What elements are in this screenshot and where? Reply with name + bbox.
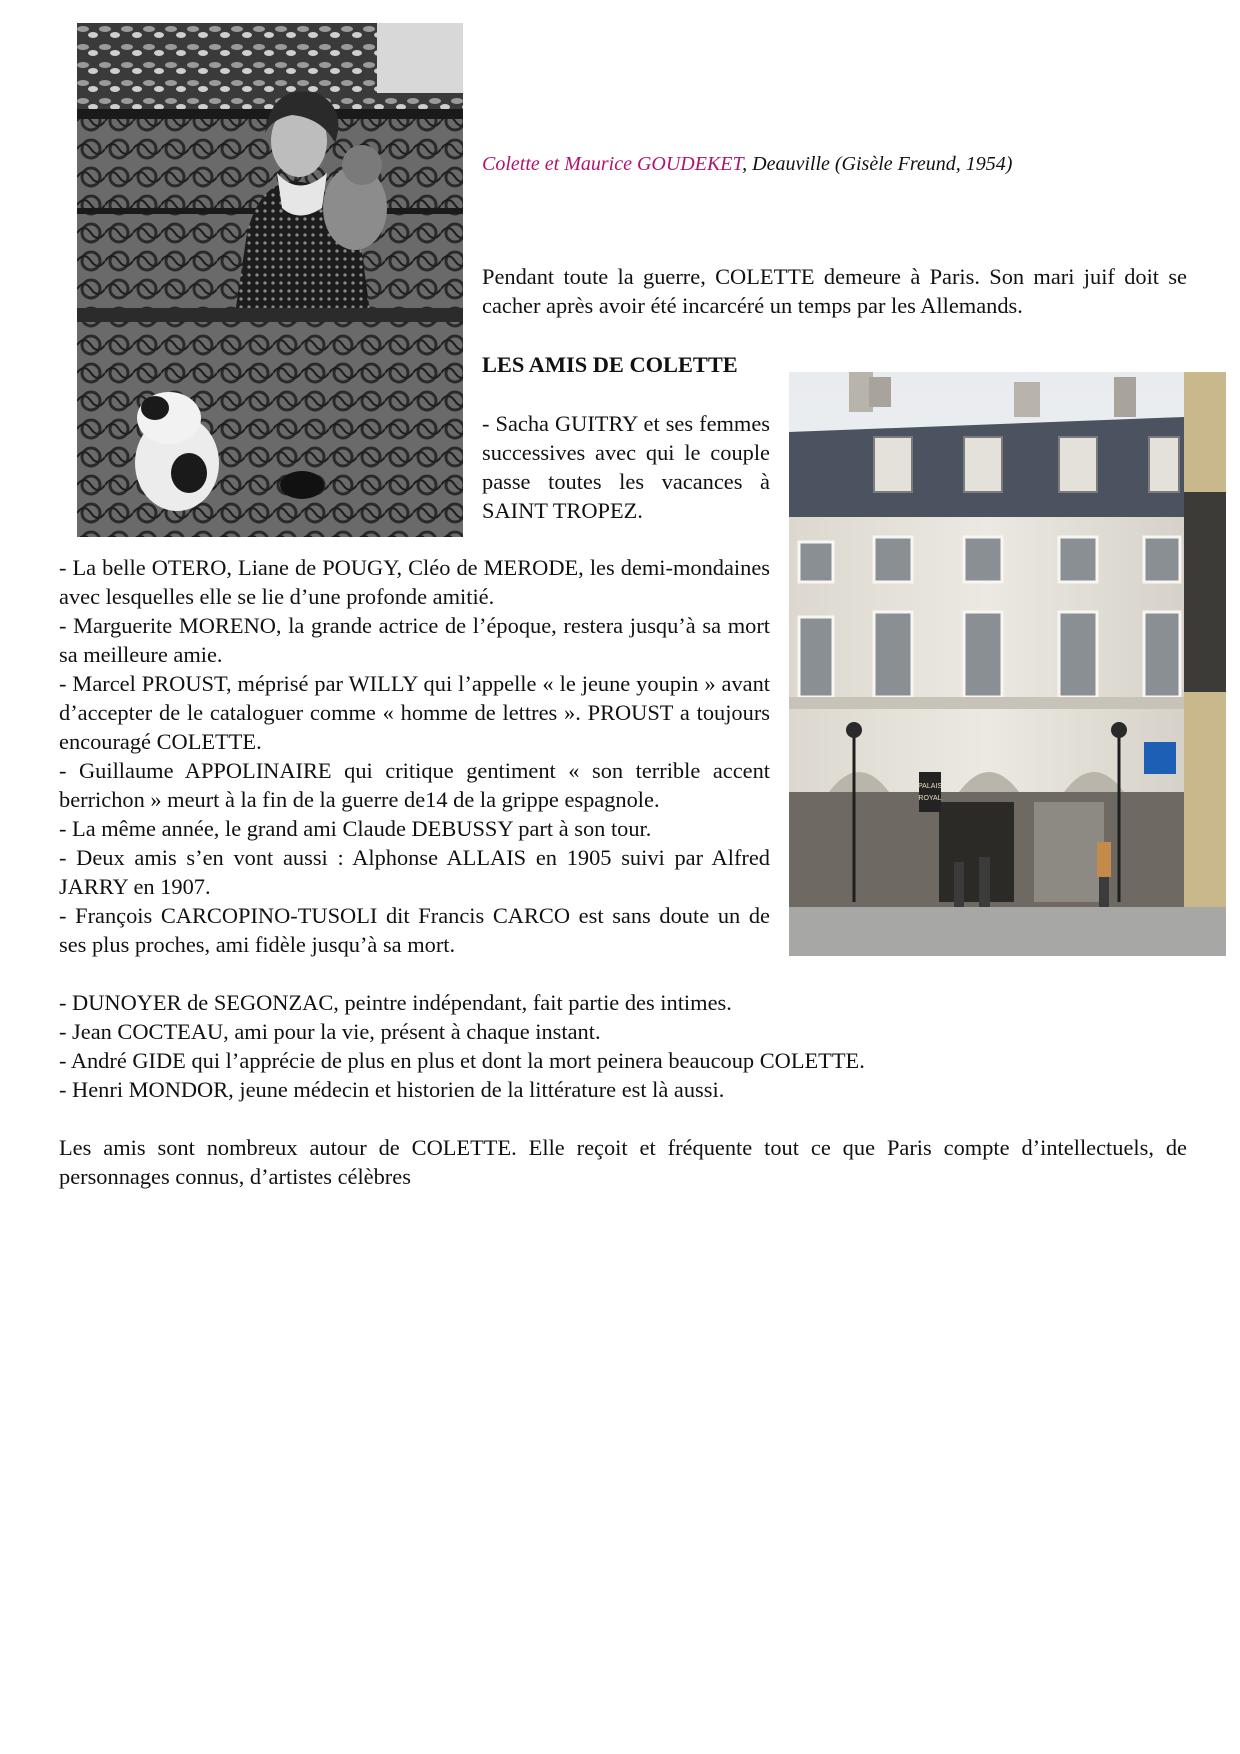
friend-carco: - François CARCOPINO-TUSOLI dit Francis CARCO est sans doute un de ses plus proches, ami fidèle jusqu’à sa mort. <box>59 903 770 957</box>
friend-mondor: - Henri MONDOR, jeune médecin et historien de la littérature est là aussi. <box>59 1077 725 1102</box>
photo-palais-royal-building <box>789 372 1226 956</box>
friends-list-wide <box>59 988 1199 1104</box>
friend-debussy: - La même année, le grand ami Claude DEBUSSY part à son tour. <box>59 816 652 841</box>
closing-paragraph: Les amis sont nombreux autour de COLETTE. Elle reçoit et fréquente tout ce que Paris compte d’intellectuels, de personnages connus, d’artistes célèbres <box>59 1135 1187 1189</box>
friends-list <box>59 553 770 959</box>
friend-allais-jarry: - Deux amis s’en vont aussi : Alphonse ALLAIS en 1905 suivi par Alfred JARRY en 1907. <box>59 845 770 899</box>
friend-moreno: - Marguerite MORENO, la grande actrice de l’époque, restera jusqu’à sa mort sa meilleure amie. <box>59 613 770 667</box>
palais-photo-drawing <box>789 372 1226 956</box>
caption-names: Colette et Maurice GOUDEKET <box>482 153 743 175</box>
section-title: LES AMIS DE COLETTE <box>482 352 738 377</box>
friend-gide: - André GIDE qui l’apprécie de plus en plus et dont la mort peinera beaucoup COLETTE. <box>59 1048 865 1073</box>
friend-proust: - Marcel PROUST, méprisé par WILLY qui l’appelle « le jeune youpin » avant d’accepter de le cataloguer comme « homme de lettres ». PROUST a toujours encouragé COLETTE. <box>59 671 770 754</box>
intro-paragraph: Pendant toute la guerre, COLETTE demeure à Paris. Son mari juif doit se cacher après avoir été incarcéré un temps par les Allemands. <box>482 264 1187 318</box>
colette-photo-drawing <box>77 23 463 537</box>
friend-guitry: - Sacha GUITRY et ses femmes successives avec qui le couple passe toutes les vacances à SAINT TROPEZ. <box>482 411 770 523</box>
friend-cocteau: - Jean COCTEAU, ami pour la vie, présent à chaque instant. <box>59 1019 601 1044</box>
friend-otero: - La belle OTERO, Liane de POUGY, Cléo de MERODE, les demi-mondaines avec lesquelles elle se lie d’une profonde amitié. <box>59 555 770 609</box>
photo-caption <box>482 150 1202 178</box>
caption-details: , Deauville (Gisèle Freund, 1954) <box>742 153 1013 175</box>
palais-sign-bottom: ROYAL <box>918 795 942 802</box>
friend-segonzac: - DUNOYER de SEGONZAC, peintre indépendant, fait partie des intimes. <box>59 990 732 1015</box>
photo-colette-balcony <box>77 23 463 537</box>
palais-sign-top: PALAIS <box>918 783 942 790</box>
friend-appolinaire: - Guillaume APPOLINAIRE qui critique gentiment « son terrible accent berrichon » meurt à la fin de la guerre de14 de la grippe espagnole. <box>59 758 770 812</box>
